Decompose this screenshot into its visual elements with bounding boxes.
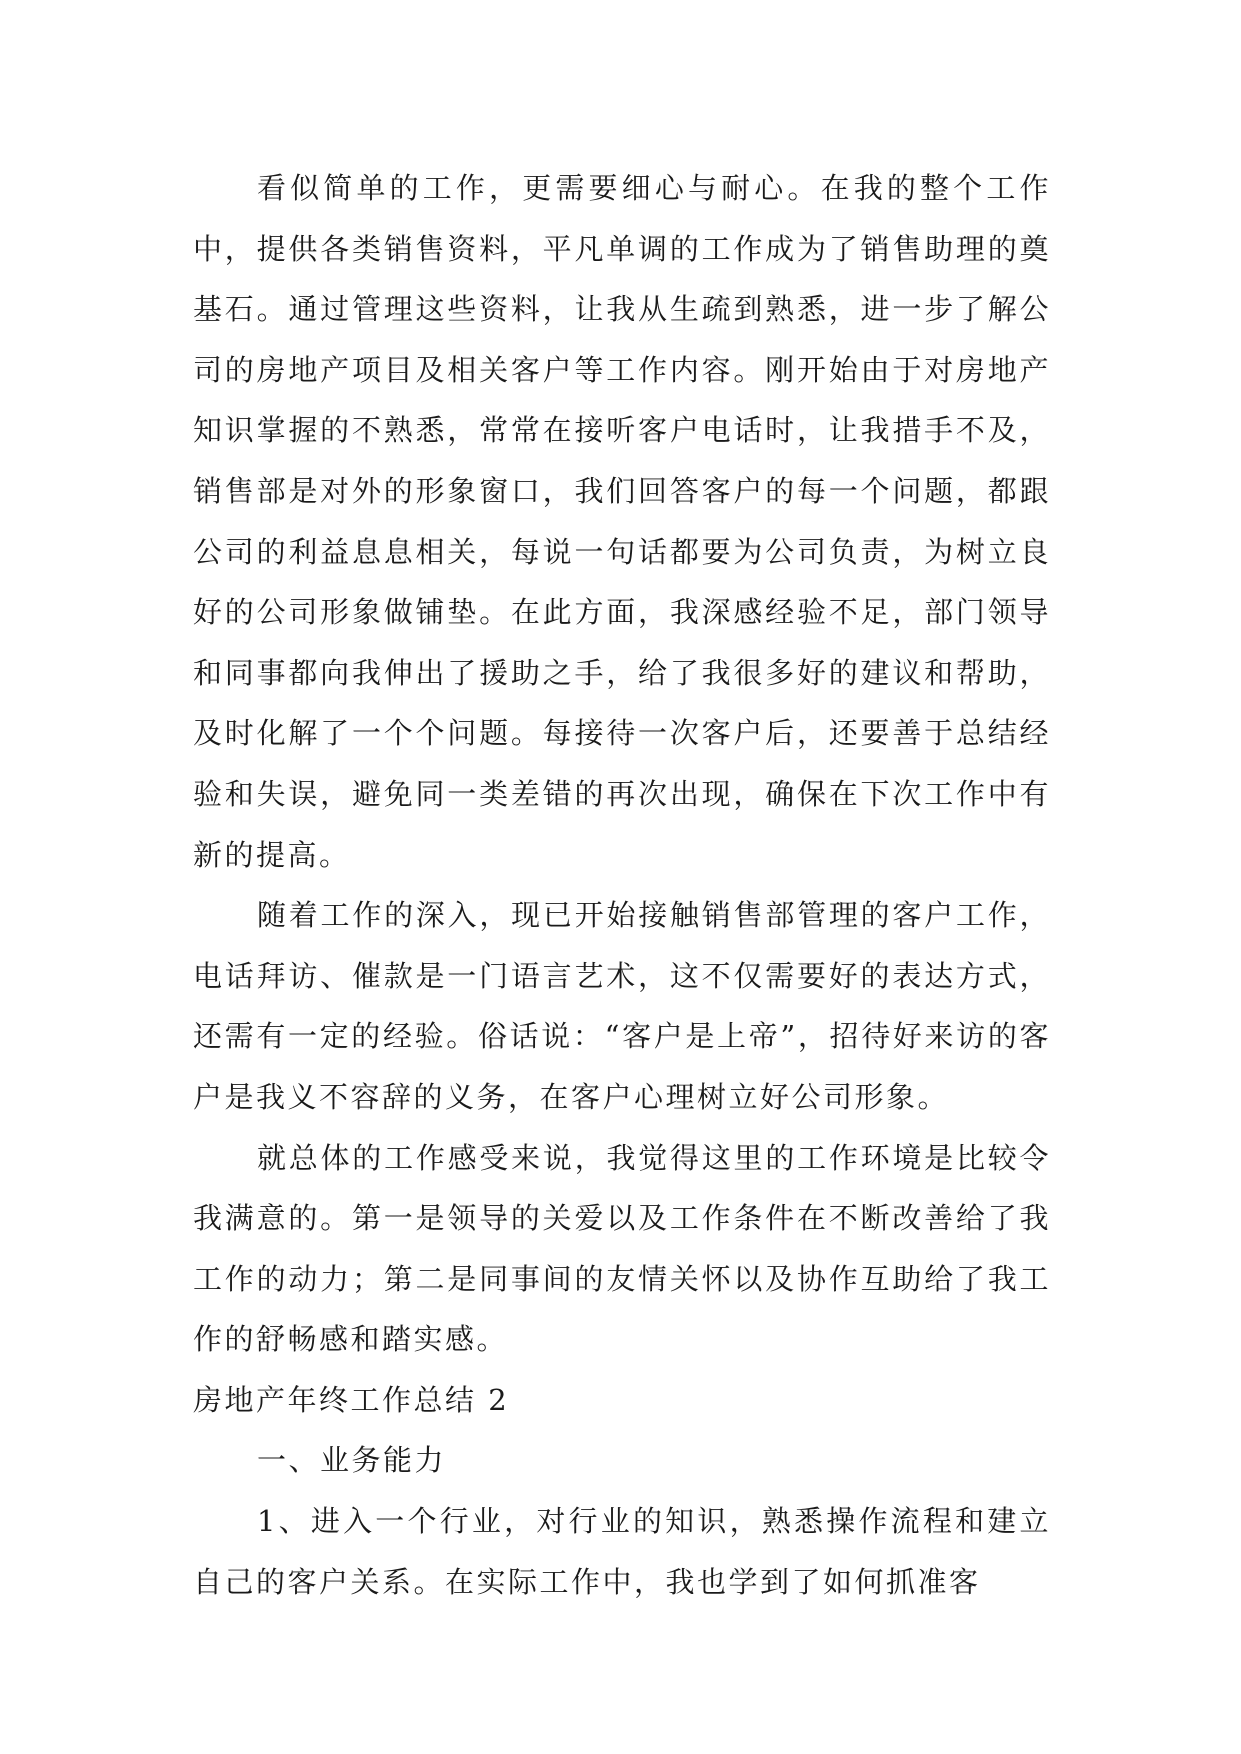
subsection-title: 一、业务能力 <box>257 1443 447 1478</box>
list-item: 1、进入一个行业，对行业的知识，熟悉操作流程和建立自己的客户关系。在实际工作中，我也学到了如何抓准客 <box>193 1504 1051 1599</box>
paragraph: 随着工作的深入，现已开始接触销售部管理的客户工作，电话拜访、催款是一门语言艺术，这不仅需要好的表达方式，还需有一定的经验。俗话说：“客户是上帝”，招待好来访的客户是我义不容辞的义务，在客户心理树立好公司形象。 <box>193 898 1051 1114</box>
document-body <box>193 158 1051 1612</box>
paragraph: 看似简单的工作，更需要细心与耐心。在我的整个工作中，提供各类销售资料，平凡单调的工作成为了销售助理的奠基石。通过管理这些资料，让我从生疏到熟悉，进一步了解公司的房地产项目及相关客户等工作内容。刚开始由于对房地产知识掌握的不熟悉，常常在接听客户电话时，让我措手不及，销售部是对外的形象窗口，我们回答客户的每一个问题，都跟公司的利益息息相关，每说一句话都要为公司负责，为树立良好的公司形象做铺垫。在此方面，我深感经验不足，部门领导和同事都向我伸出了援助之手，给了我很多好的建议和帮助，及时化解了一个个问题。每接待一次客户后，还要善于总结经验和失误，避免同一类差错的再次出现，确保在下次工作中有新的提高。 <box>193 171 1051 872</box>
paragraph: 就总体的工作感受来说，我觉得这里的工作环境是比较令我满意的。第一是领导的关爱以及工作条件在不断改善给了我工作的动力；第二是同事间的友情关怀以及协作互助给了我工作的舒畅感和踏实感。 <box>193 1140 1051 1357</box>
section-title: 房地产年终工作总结 2 <box>193 1382 510 1417</box>
